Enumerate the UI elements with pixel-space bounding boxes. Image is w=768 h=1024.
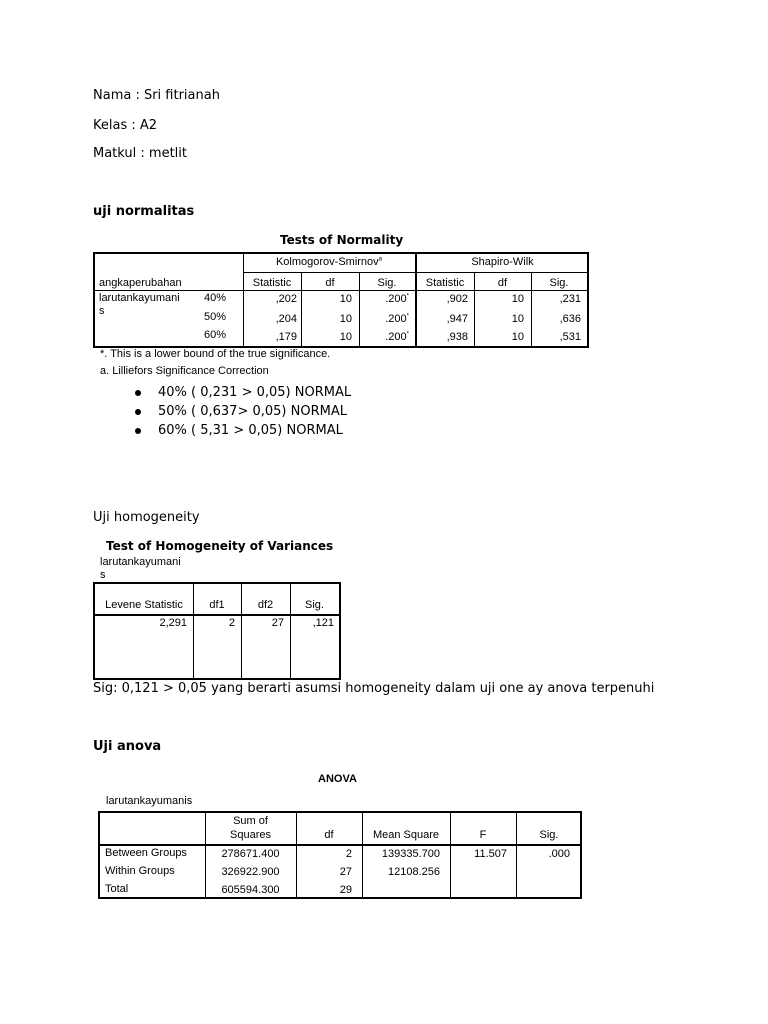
df-value: 29: [339, 884, 352, 896]
ks-df: 10: [339, 293, 352, 305]
anova-section-title: Uji anova: [93, 739, 162, 754]
list-item: 40% ( 0,231 > 0,05) NORMAL: [134, 383, 351, 402]
row-label: Between Groups: [105, 847, 187, 859]
df-value: 2: [345, 848, 352, 860]
ks-sig: .200*: [385, 313, 409, 325]
ks-statistic: ,204: [275, 313, 297, 325]
row-label: 40%: [204, 292, 227, 304]
list-item: 60% ( 5,31 > 0,05) NORMAL: [134, 421, 351, 440]
col-header: Sig.: [377, 277, 397, 289]
mean-square: 12108.256: [388, 866, 440, 878]
anova-variable: larutankayumanis: [106, 795, 193, 807]
homogeneity-section-title: Uji homogeneity: [93, 510, 200, 525]
levene-statistic: 2,291: [159, 617, 187, 629]
col-header: Statistic: [252, 277, 292, 289]
f-value: 11.507: [474, 848, 507, 860]
col-header-df: df: [324, 829, 334, 841]
student-name: Nama : Sri fitrianah: [93, 88, 220, 103]
col-header: Statistic: [425, 277, 465, 289]
row-variable-header: angkaperubahan: [99, 277, 182, 289]
ks-sig: .200*: [385, 331, 409, 343]
df-value: 27: [339, 866, 352, 878]
col-header: Sig.: [305, 599, 324, 611]
course-name: Matkul : metlit: [93, 146, 187, 161]
variable-name-wrap: s: [99, 305, 105, 317]
student-class: Kelas : A2: [93, 118, 158, 133]
row-label: Total: [105, 883, 129, 895]
ks-statistic: ,202: [275, 293, 297, 305]
ks-df: 10: [339, 313, 352, 325]
sw-df: 10: [511, 293, 524, 305]
sum-of-squares: 278671.400: [221, 848, 280, 860]
anova-table-title: ANOVA: [318, 773, 357, 785]
list-item: 50% ( 0,637> 0,05) NORMAL: [134, 402, 351, 421]
col-header-f: F: [479, 829, 487, 841]
ks-sig: .200*: [385, 293, 409, 305]
row-label: 60%: [204, 329, 227, 341]
col-header: Levene Statistic: [105, 599, 183, 611]
df2-value: 27: [271, 617, 284, 629]
homogeneity-variable-wrap: s: [100, 569, 106, 581]
col-header-sum-wrap: Squares: [230, 829, 271, 841]
homogeneity-conclusion: Sig: 0,121 > 0,05 yang berarti asumsi homogeneity dalam uji one ay anova terpenuhi: [93, 681, 655, 696]
sw-sig: ,531: [559, 331, 581, 343]
sw-df: 10: [511, 313, 524, 325]
col-header: df2: [257, 599, 274, 611]
col-header: df: [325, 277, 335, 289]
normality-table-title: Tests of Normality: [280, 233, 404, 247]
ks-df: 10: [339, 331, 352, 343]
bullet-icon: [135, 428, 141, 434]
sum-of-squares: 605594.300: [221, 884, 280, 896]
sum-of-squares: 326922.900: [221, 866, 280, 878]
sw-df: 10: [511, 331, 524, 343]
footnote-lower-bound: *. This is a lower bound of the true significance.: [100, 348, 331, 360]
normality-conclusions: [134, 383, 351, 440]
sw-sig: ,636: [559, 313, 581, 325]
col-header: df1: [209, 599, 225, 611]
homogeneity-variable: larutankayumani: [100, 556, 181, 568]
col-header-sig: Sig.: [539, 829, 559, 841]
bullet-icon: [135, 409, 141, 415]
homogeneity-table-title: Test of Homogeneity of Variances: [106, 539, 334, 553]
col-header: Sig.: [549, 277, 569, 289]
col-header-sum: Sum of: [233, 815, 268, 827]
sw-sig: ,231: [559, 293, 581, 305]
ks-group-header: Kolmogorov-Smirnov$^a$: [275, 256, 383, 268]
col-header-mean-square: Mean Square: [372, 829, 440, 841]
row-label: 50%: [204, 311, 227, 323]
col-header: df: [497, 277, 508, 289]
footnote-lilliefors: a. Lilliefors Significance Correction: [100, 365, 269, 377]
normality-section-title: uji normalitas: [93, 204, 195, 219]
sw-statistic: ,938: [446, 331, 468, 343]
df1-value: 2: [228, 617, 235, 629]
sw-statistic: ,947: [446, 313, 468, 325]
sig-value: .000: [548, 848, 570, 860]
sig-value: ,121: [312, 617, 334, 629]
row-label: Within Groups: [105, 865, 175, 877]
ks-statistic: ,179: [275, 331, 297, 343]
sw-group-header: Shapiro-Wilk: [471, 256, 534, 268]
bullet-icon: [135, 390, 141, 396]
variable-name: larutankayumani: [99, 292, 180, 304]
sw-statistic: ,902: [446, 293, 468, 305]
mean-square: 139335.700: [381, 848, 440, 860]
